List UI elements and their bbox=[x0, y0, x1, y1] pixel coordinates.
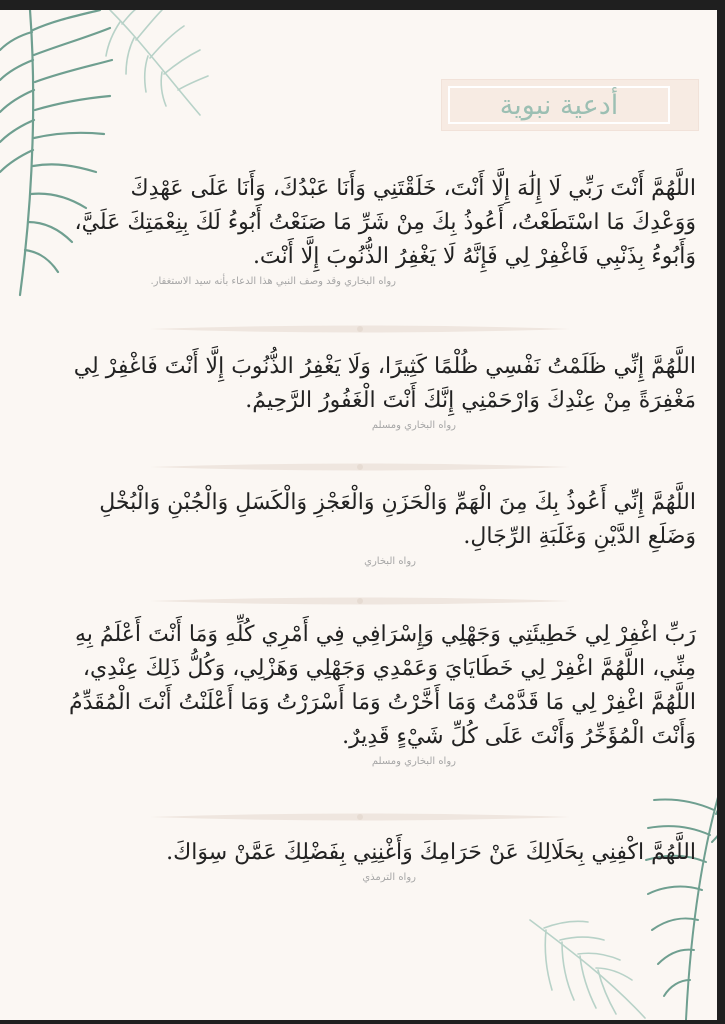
duaa-text: اللَّهُمَّ إِنِّي أَعُوذُ بِكَ مِنَ الْهَمِّ وَالْحَزَنِ وَالْعَجْزِ وَالْكَسَلِ وَالْجُبْنِ وَالْبُخْلِ وَضَلَعِ الدَّيْنِ وَغَلَبَةِ الرِّجَالِ. bbox=[99, 490, 696, 549]
duaa-block-2 bbox=[60, 350, 696, 431]
palm-leaf-decoration-bottom-right bbox=[640, 780, 717, 1020]
faint-leaf-decoration-top bbox=[100, 10, 210, 120]
document-page bbox=[0, 10, 717, 1020]
duaa-block-5 bbox=[60, 836, 696, 883]
duaa-block-1 bbox=[60, 172, 696, 287]
duaa-text: رَبِّ اغْفِرْ لِي خَطِيئَتِي وَجَهْلِي وَإِسْرَافِي فِي أَمْرِي كُلِّهِ وَمَا أَنْتَ أَعْلَمُ بِهِ مِنِّي، اللَّهُمَّ اغْفِرْ لِي خَطَايَايَ وَعَمْدِي وَجَهْلِي وَهَزْلِي، وَكُلُّ ذَلِكَ عِنْدِي، اللَّهُمَّ اغْفِرْ لِي مَا قَدَّمْتُ وَمَا أَخَّرْتُ وَمَا أَسْرَرْتُ وَمَا أَعْلَنْتُ أَنْتَ الْمُقَدِّمُ وَأَنْتَ الْمُؤَخِّرُ وَأَنْتَ عَلَى كُلِّ شَيْءٍ قَدِيرٌ. bbox=[68, 622, 696, 749]
ornamental-divider bbox=[150, 594, 570, 608]
ornamental-divider bbox=[150, 460, 570, 474]
page-title: أدعية نبوية bbox=[448, 86, 670, 124]
duaa-text: اللَّهُمَّ أَنْتَ رَبِّي لَا إِلَٰهَ إِلَّا أَنْتَ، خَلَقْتَنِي وَأَنَا عَبْدُكَ، وَأَنَا عَلَى عَهْدِكَ وَوَعْدِكَ مَا اسْتَطَعْتُ، أَعُوذُ بِكَ مِنْ شَرِّ مَا صَنَعْتُ أَبُوءُ لَكَ بِنِعْمَتِكَ عَلَيَّ، وَأَبُوءُ بِذَنْبِي فَاغْفِرْ لِي فَإِنَّهُ لَا يَغْفِرُ الذُّنُوبَ إِلَّا أَنْتَ. bbox=[74, 176, 696, 269]
ornamental-divider bbox=[150, 810, 570, 824]
duaa-source: رواه البخاري وقد وصف النبي هذا الدعاء بأنه سيد الاستغفار. bbox=[150, 276, 396, 287]
duaa-text: اللَّهُمَّ إِنِّي ظَلَمْتُ نَفْسِي ظُلْمًا كَثِيرًا، وَلَا يَغْفِرُ الذُّنُوبَ إِلَّا أَنْتَ فَاغْفِرْ لِي مَغْفِرَةً مِنْ عِنْدِكَ وَارْحَمْنِي إِنَّكَ أَنْتَ الْغَفُورُ الرَّحِيمُ. bbox=[73, 354, 696, 413]
duaa-text: اللَّهُمَّ اكْفِنِي بِحَلَالِكَ عَنْ حَرَامِكَ وَأَغْنِنِي بِفَضْلِكَ عَمَّنْ سِوَاكَ. bbox=[166, 840, 696, 865]
duaa-block-4 bbox=[60, 618, 696, 767]
duaa-source: رواه البخاري ومسلم bbox=[371, 756, 456, 767]
faint-leaf-decoration-bottom bbox=[520, 900, 650, 1020]
ornamental-divider bbox=[150, 322, 570, 336]
duaa-block-3 bbox=[60, 486, 696, 567]
title-banner bbox=[442, 80, 698, 130]
duaa-source: رواه الترمذي bbox=[362, 872, 416, 883]
duaa-source: رواه البخاري ومسلم bbox=[371, 420, 456, 431]
duaa-source: رواه البخاري bbox=[364, 556, 416, 567]
